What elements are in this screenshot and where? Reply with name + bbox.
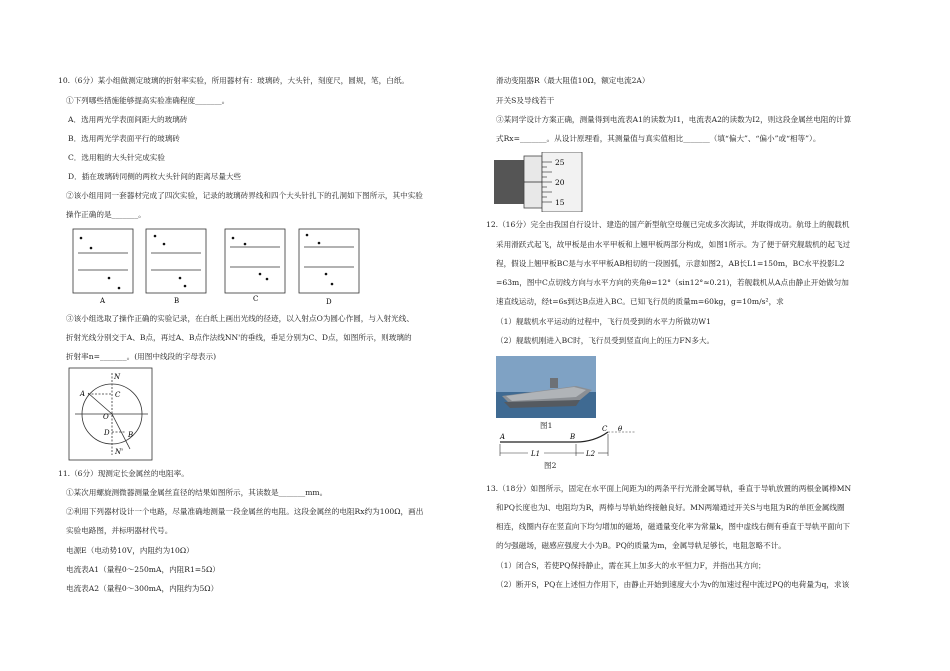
q10-option-a: A．选用两光学表面间距大的玻璃砖 — [68, 115, 188, 124]
q11-sub2-line2: 实验电路图，并标明器材代号。 — [66, 526, 173, 535]
q10-option-b: B．选用两光学表面平行的玻璃砖 — [68, 134, 180, 143]
pin-diagrams — [70, 226, 370, 308]
q11-sub3-line1: ③某同学设计方案正确，测量得到电流表A1的读数为I1，电流表A2的读数为I2，则这段金属丝电阻的计算 — [496, 115, 852, 124]
fig1-caption: 图1 — [540, 421, 553, 430]
ramp-label-a: A — [500, 433, 506, 441]
q10-stem: 10.（6分）某小组做测定玻璃的折射率实验，所用器材有：玻璃砖，大头针，刻度尺，圆规，笔，白纸。 — [58, 76, 410, 85]
ramp-diagram — [494, 424, 644, 460]
ramp-label-b: B — [570, 433, 576, 441]
q11-ammeter-a1: 电流表A1（量程0～250mA，内阻R1=5Ω） — [66, 565, 220, 574]
fig-label-c: C — [253, 295, 259, 303]
label-b: B — [128, 431, 134, 439]
q11-sub2-line1: ②利用下列器材设计一个电路，尽量准确地测量一段金属丝的电阻。这段金属丝的电阻Rx约为100Ω，画出 — [66, 507, 424, 516]
scale-25: 25 — [555, 158, 565, 167]
q12-line3: 程，假设上翘甲板BC是与水平甲板AB相切的一段圆弧，示意如图2，AB长L1=150m，BC水平投影L2 — [496, 259, 845, 268]
label-o: O — [103, 413, 109, 421]
q13-line3: 相连，线圈内存在竖直向下均匀增加的磁场，磁通量变化率为常量k，图中虚线右侧有垂直于导轨平面向下 — [496, 522, 850, 531]
ramp-label-l2: L2 — [586, 450, 596, 458]
q11-stem: 11.（6分）现测定长金属丝的电阻率。 — [58, 469, 189, 478]
q11-sub3-line2: 式Rx=_______。从设计原理看，其测量值与真实值相比_______（填“偏大”、“偏小”或“相等”）。 — [496, 134, 821, 143]
q12-line5: 速直线运动，经t=6s到达B点进入BC。已知飞行员的质量m=60kg，g=10m/s²，求 — [496, 297, 784, 306]
q12-sub1: （1）舰载机水平运动的过程中，飞行员受到的水平力所做功W1 — [496, 317, 711, 326]
q13-line4: 的匀强磁场，磁感应强度大小为B。PQ的质量为m，金属导轨足够长，电阻忽略不计。 — [496, 541, 786, 550]
label-n: N — [114, 373, 121, 381]
label-c: C — [115, 391, 121, 399]
q10-sub2-line1: ②该小组用同一套器材完成了四次实验，记录的玻璃砖界线和四个大头针扎下的孔洞如下图所示，其中实验 — [66, 191, 423, 200]
scale-15: 15 — [555, 198, 565, 207]
scale-20: 20 — [555, 178, 565, 187]
q10-sub3-line2: 折射光线分别交于A、B点，再过A、B点作法线NN'的垂线，垂足分别为C、D点，如图所示，则玻璃的 — [66, 333, 412, 342]
q11-power-source: 电源E（电动势10V，内阻约为10Ω） — [66, 546, 194, 555]
q11-sub1: ①某次用螺旋测微器测量金属丝直径的结果如图所示，其读数是_______mm。 — [66, 488, 328, 497]
q12-line2: 采用滑跃式起飞，故甲板是由水平甲板和上翘甲板两部分构成，如图1所示。为了便于研究舰载机的起飞过 — [496, 240, 851, 249]
q13-sub2: （2）断开S，PQ在上述恒力作用下，由静止开始到速度大小为v的加速过程中流过PQ的电荷量为q，求该 — [496, 580, 850, 589]
fig2-caption: 图2 — [544, 461, 557, 470]
q10-sub3-line3: 折射率n=_______。(用图中线段的字母表示) — [66, 352, 217, 361]
ramp-label-l1: L1 — [531, 450, 541, 458]
q11-ammeter-a2: 电流表A2（量程0～300mA，内阻约为5Ω） — [66, 584, 219, 593]
label-a: A — [80, 390, 86, 398]
fig-label-a: A — [100, 297, 106, 305]
label-d: D — [104, 429, 110, 437]
q13-line1: 13.（18分）如图所示，固定在水平面上间距为l的两条平行光滑金属导轨，垂直于导轨放置的两根金属棒MN — [486, 484, 852, 493]
refraction-circle-figure — [68, 367, 154, 463]
q10-option-c: C．选用粗的大头针完成实验 — [68, 153, 165, 162]
fig-label-d: D — [326, 298, 332, 306]
fig-label-b: B — [174, 297, 180, 305]
q10-sub1: ①下列哪些措施能够提高实验准确程度_______。 — [66, 96, 230, 105]
q12-line4: =63m，图中C点切线方向与水平方向的夹角θ=12°（sin12°≈0.21)，若舰载机从A点由静止开始做匀加 — [496, 278, 849, 287]
ramp-label-c: C — [602, 425, 608, 433]
q13-line2: 和PQ长度也为l、电阻均为R，两棒与导轨始终接触良好。MN两端通过开关S与电阻为R的单匝金属线圈 — [496, 503, 845, 512]
label-n-prime: N' — [115, 448, 124, 456]
q12-line1: 12.（16分）完全由我国自行设计、建造的国产新型航空母舰已完成多次海试，并取得成功。航母上的舰载机 — [486, 220, 850, 229]
ramp-label-theta: θ — [618, 425, 623, 433]
q11-rheostat: 滑动变阻器R（最大阻值10Ω，额定电流2A） — [496, 76, 650, 85]
q11-switch: 开关S及导线若干 — [496, 96, 555, 105]
q10-option-d: D．插在玻璃砖同侧的两枚大头针间的距离尽量大些 — [68, 172, 242, 181]
carrier-photo — [496, 356, 596, 418]
q12-sub2: （2）舰载机刚进入BC时，飞行员受到竖直向上的压力FN多大。 — [496, 336, 715, 345]
micrometer-figure — [494, 152, 584, 212]
q13-sub1: （1）闭合S，若使PQ保持静止，需在其上加多大的水平恒力F，并指出其方向； — [496, 561, 766, 570]
q10-sub2-line2: 操作正确的是_______。 — [66, 210, 146, 219]
q10-sub3-line1: ③该小组选取了操作正确的实验记录，在白纸上画出光线的径迹，以入射点O为圆心作圆，与入射光线、 — [66, 314, 414, 323]
